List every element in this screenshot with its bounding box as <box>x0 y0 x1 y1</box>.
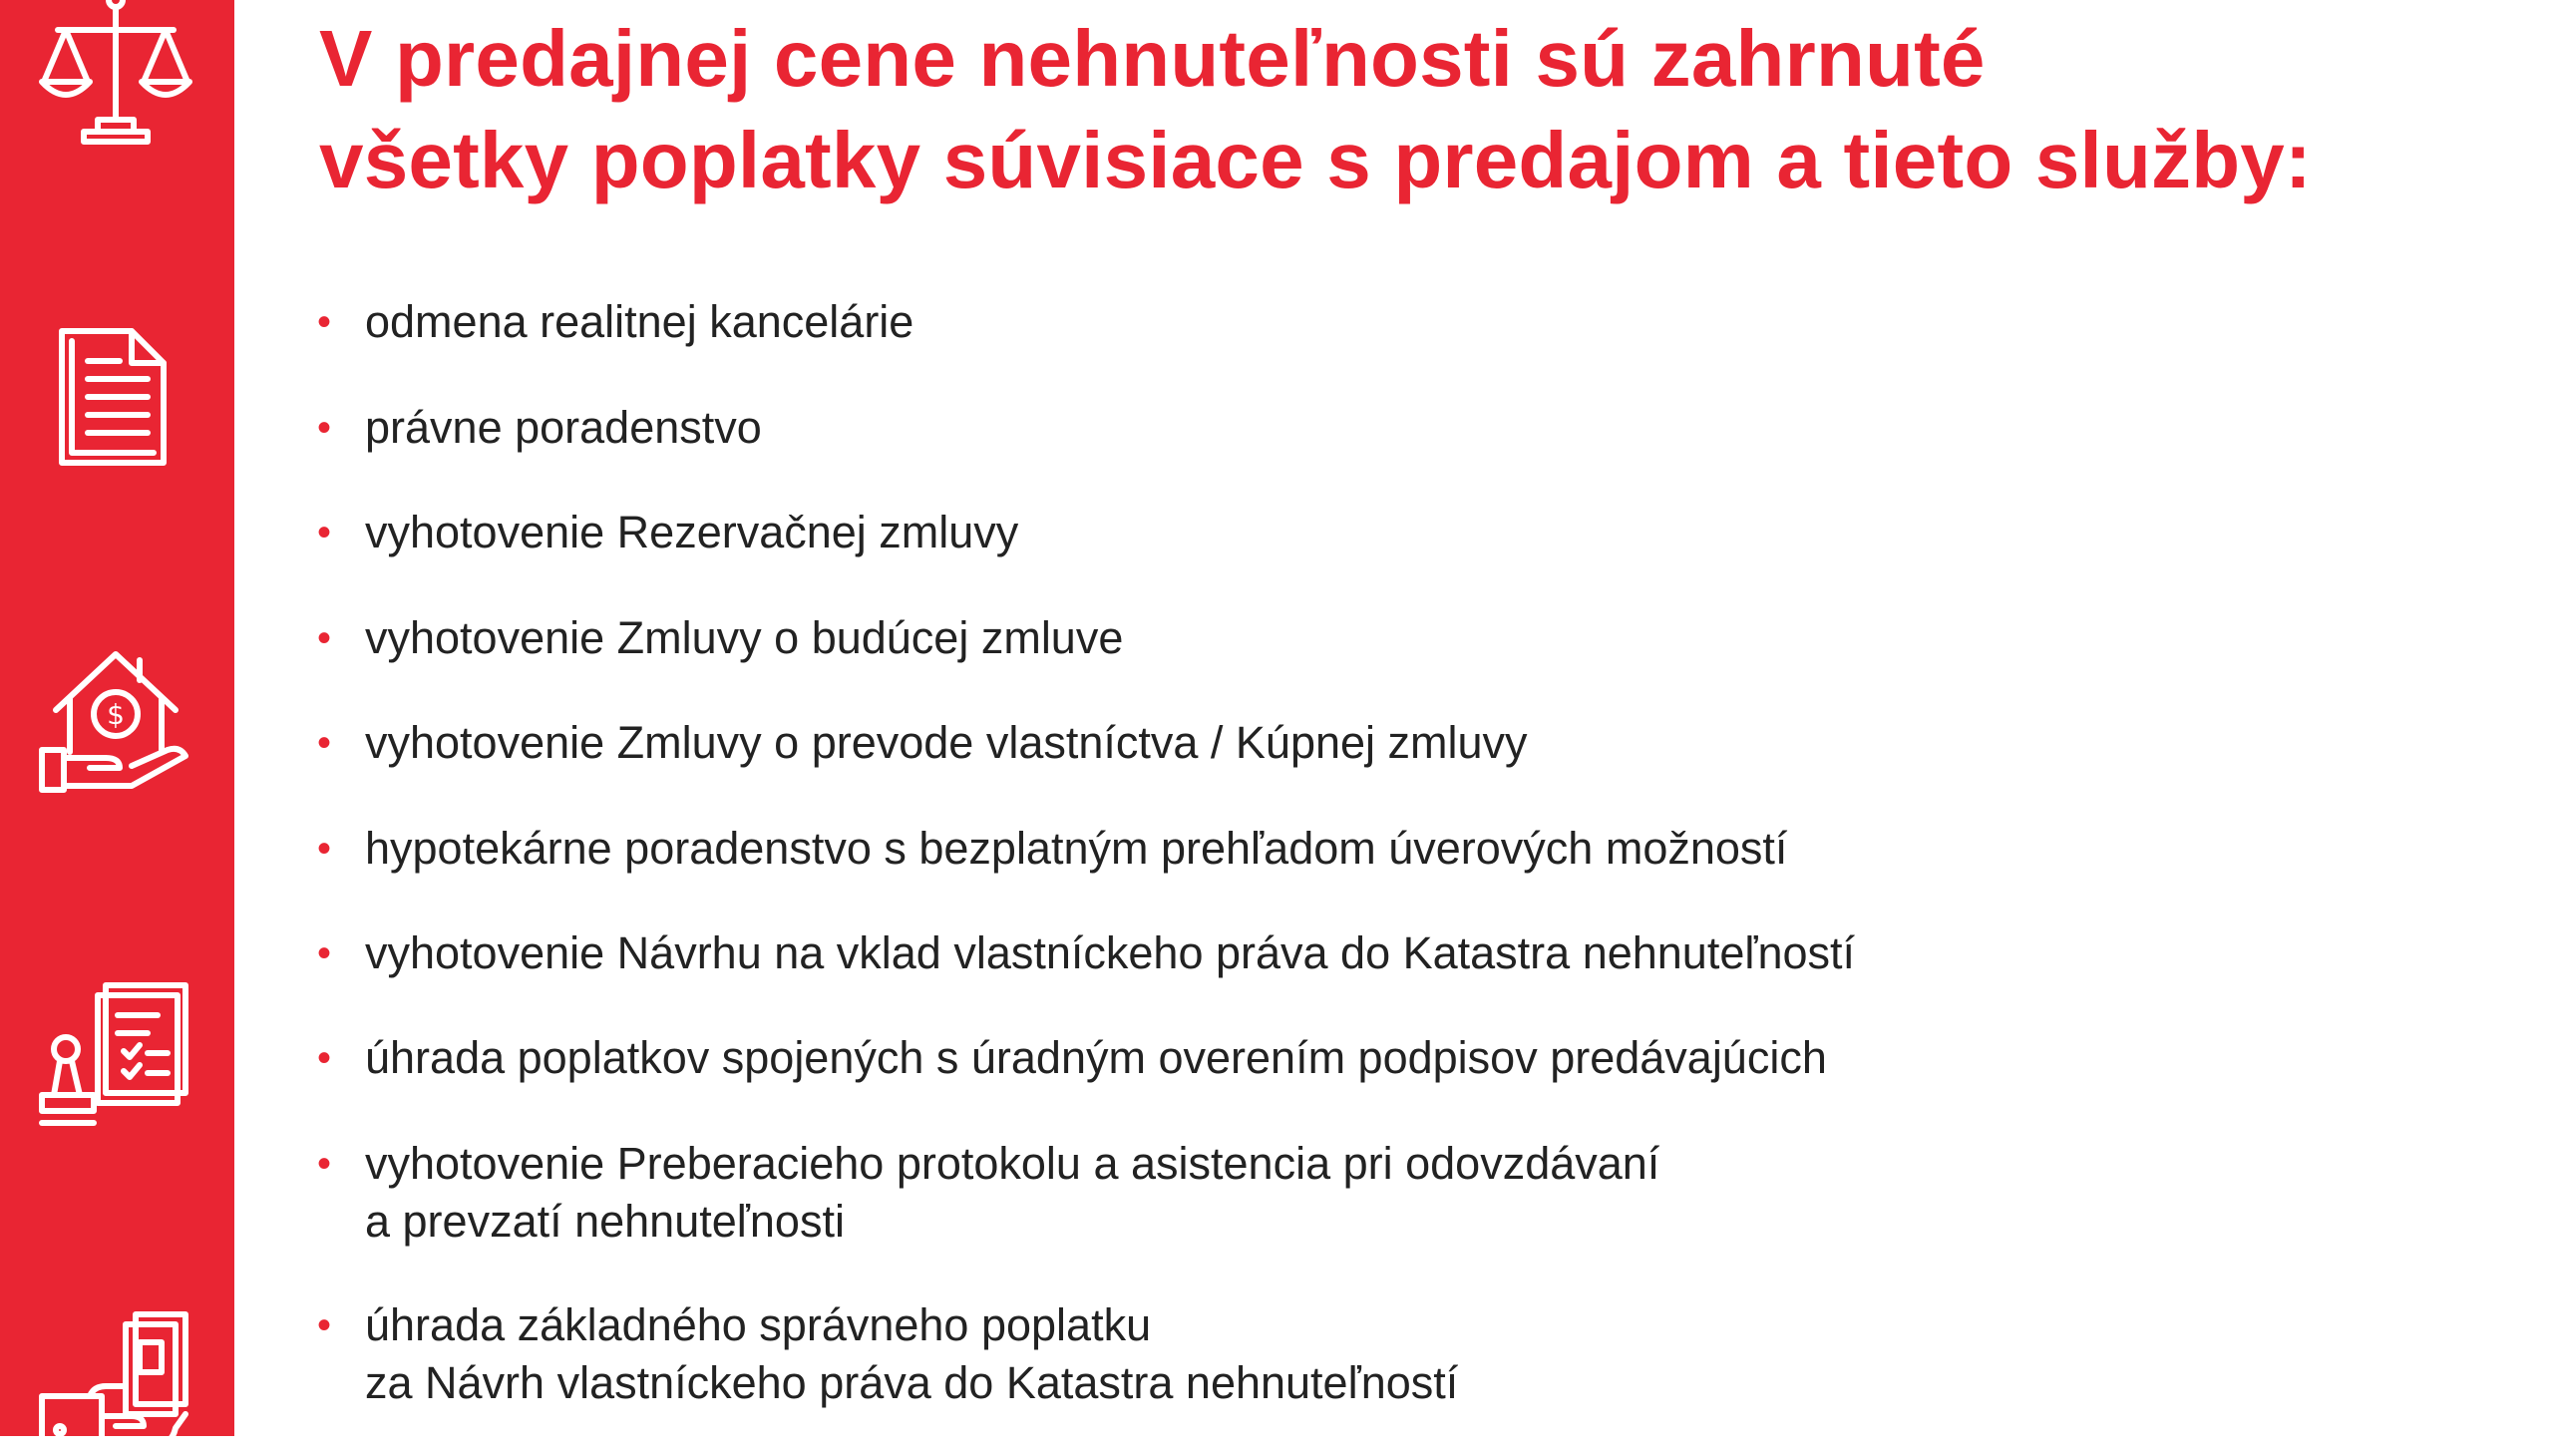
list-item <box>317 820 1787 878</box>
bullet: • <box>317 511 332 554</box>
svg-text:$: $ <box>107 698 125 731</box>
title-line: všetky poplatky súvisiace s predajom a tieto služby: <box>319 116 2312 204</box>
list-item <box>317 504 1018 561</box>
list-item-text: právne poradenstvo <box>365 402 762 453</box>
list-item-text: hypotekárne poradenstvo s bezplatným prehľadom úverových možností <box>365 823 1788 874</box>
list-item <box>317 1029 1827 1087</box>
bullet: • <box>317 406 332 450</box>
list-item <box>317 1135 1659 1251</box>
list-item <box>317 293 913 351</box>
sidebar <box>0 0 234 1436</box>
list-item-text: vyhotovenie Zmluvy o budúcej zmluve <box>365 612 1124 663</box>
list-item-text: úhrada poplatkov spojených s úradným overením podpisov predávajúcich <box>365 1032 1827 1083</box>
list-item <box>317 609 1123 667</box>
list-item-text: odmena realitnej kancelárie <box>365 296 914 347</box>
stamp-checklist-icon <box>36 977 195 1137</box>
list-item <box>317 1296 1458 1412</box>
bullet: • <box>317 1303 332 1347</box>
scales-icon <box>36 0 195 150</box>
money-hand-icon <box>36 1296 195 1456</box>
list-item-text: úhrada základného správneho poplatku <box>365 1299 1152 1350</box>
list-item <box>317 924 1855 982</box>
list-item <box>317 399 762 457</box>
bullet: • <box>317 931 332 975</box>
bullet: • <box>317 1142 332 1186</box>
bullet: • <box>317 1036 332 1080</box>
list-item-text: vyhotovenie Zmluvy o prevode vlastníctva / Kúpnej zmluvy <box>365 717 1528 768</box>
list-item-text: vyhotovenie Návrhu na vklad vlastníckeho práva do Katastra nehnuteľností <box>365 927 1856 978</box>
bullet: • <box>317 616 332 660</box>
bullet: • <box>317 827 332 871</box>
title-line: V predajnej cene nehnuteľnosti sú zahrnuté <box>319 14 1986 103</box>
list-item-text: a prevzatí nehnuteľnosti <box>365 1196 845 1247</box>
list-item-text: vyhotovenie Preberacieho protokolu a asistencia pri odovzdávaní <box>365 1138 1660 1189</box>
bullet: • <box>317 721 332 765</box>
house-money-hand-icon <box>36 640 195 800</box>
slide-title <box>319 8 2513 211</box>
list-item-text: za Návrh vlastníckeho práva do Katastra nehnuteľností <box>365 1357 1459 1408</box>
list-item-text: vyhotovenie Rezervačnej zmluvy <box>365 507 1019 557</box>
list-item <box>317 714 1528 772</box>
bullet: • <box>317 300 332 344</box>
document-icon <box>36 317 195 477</box>
